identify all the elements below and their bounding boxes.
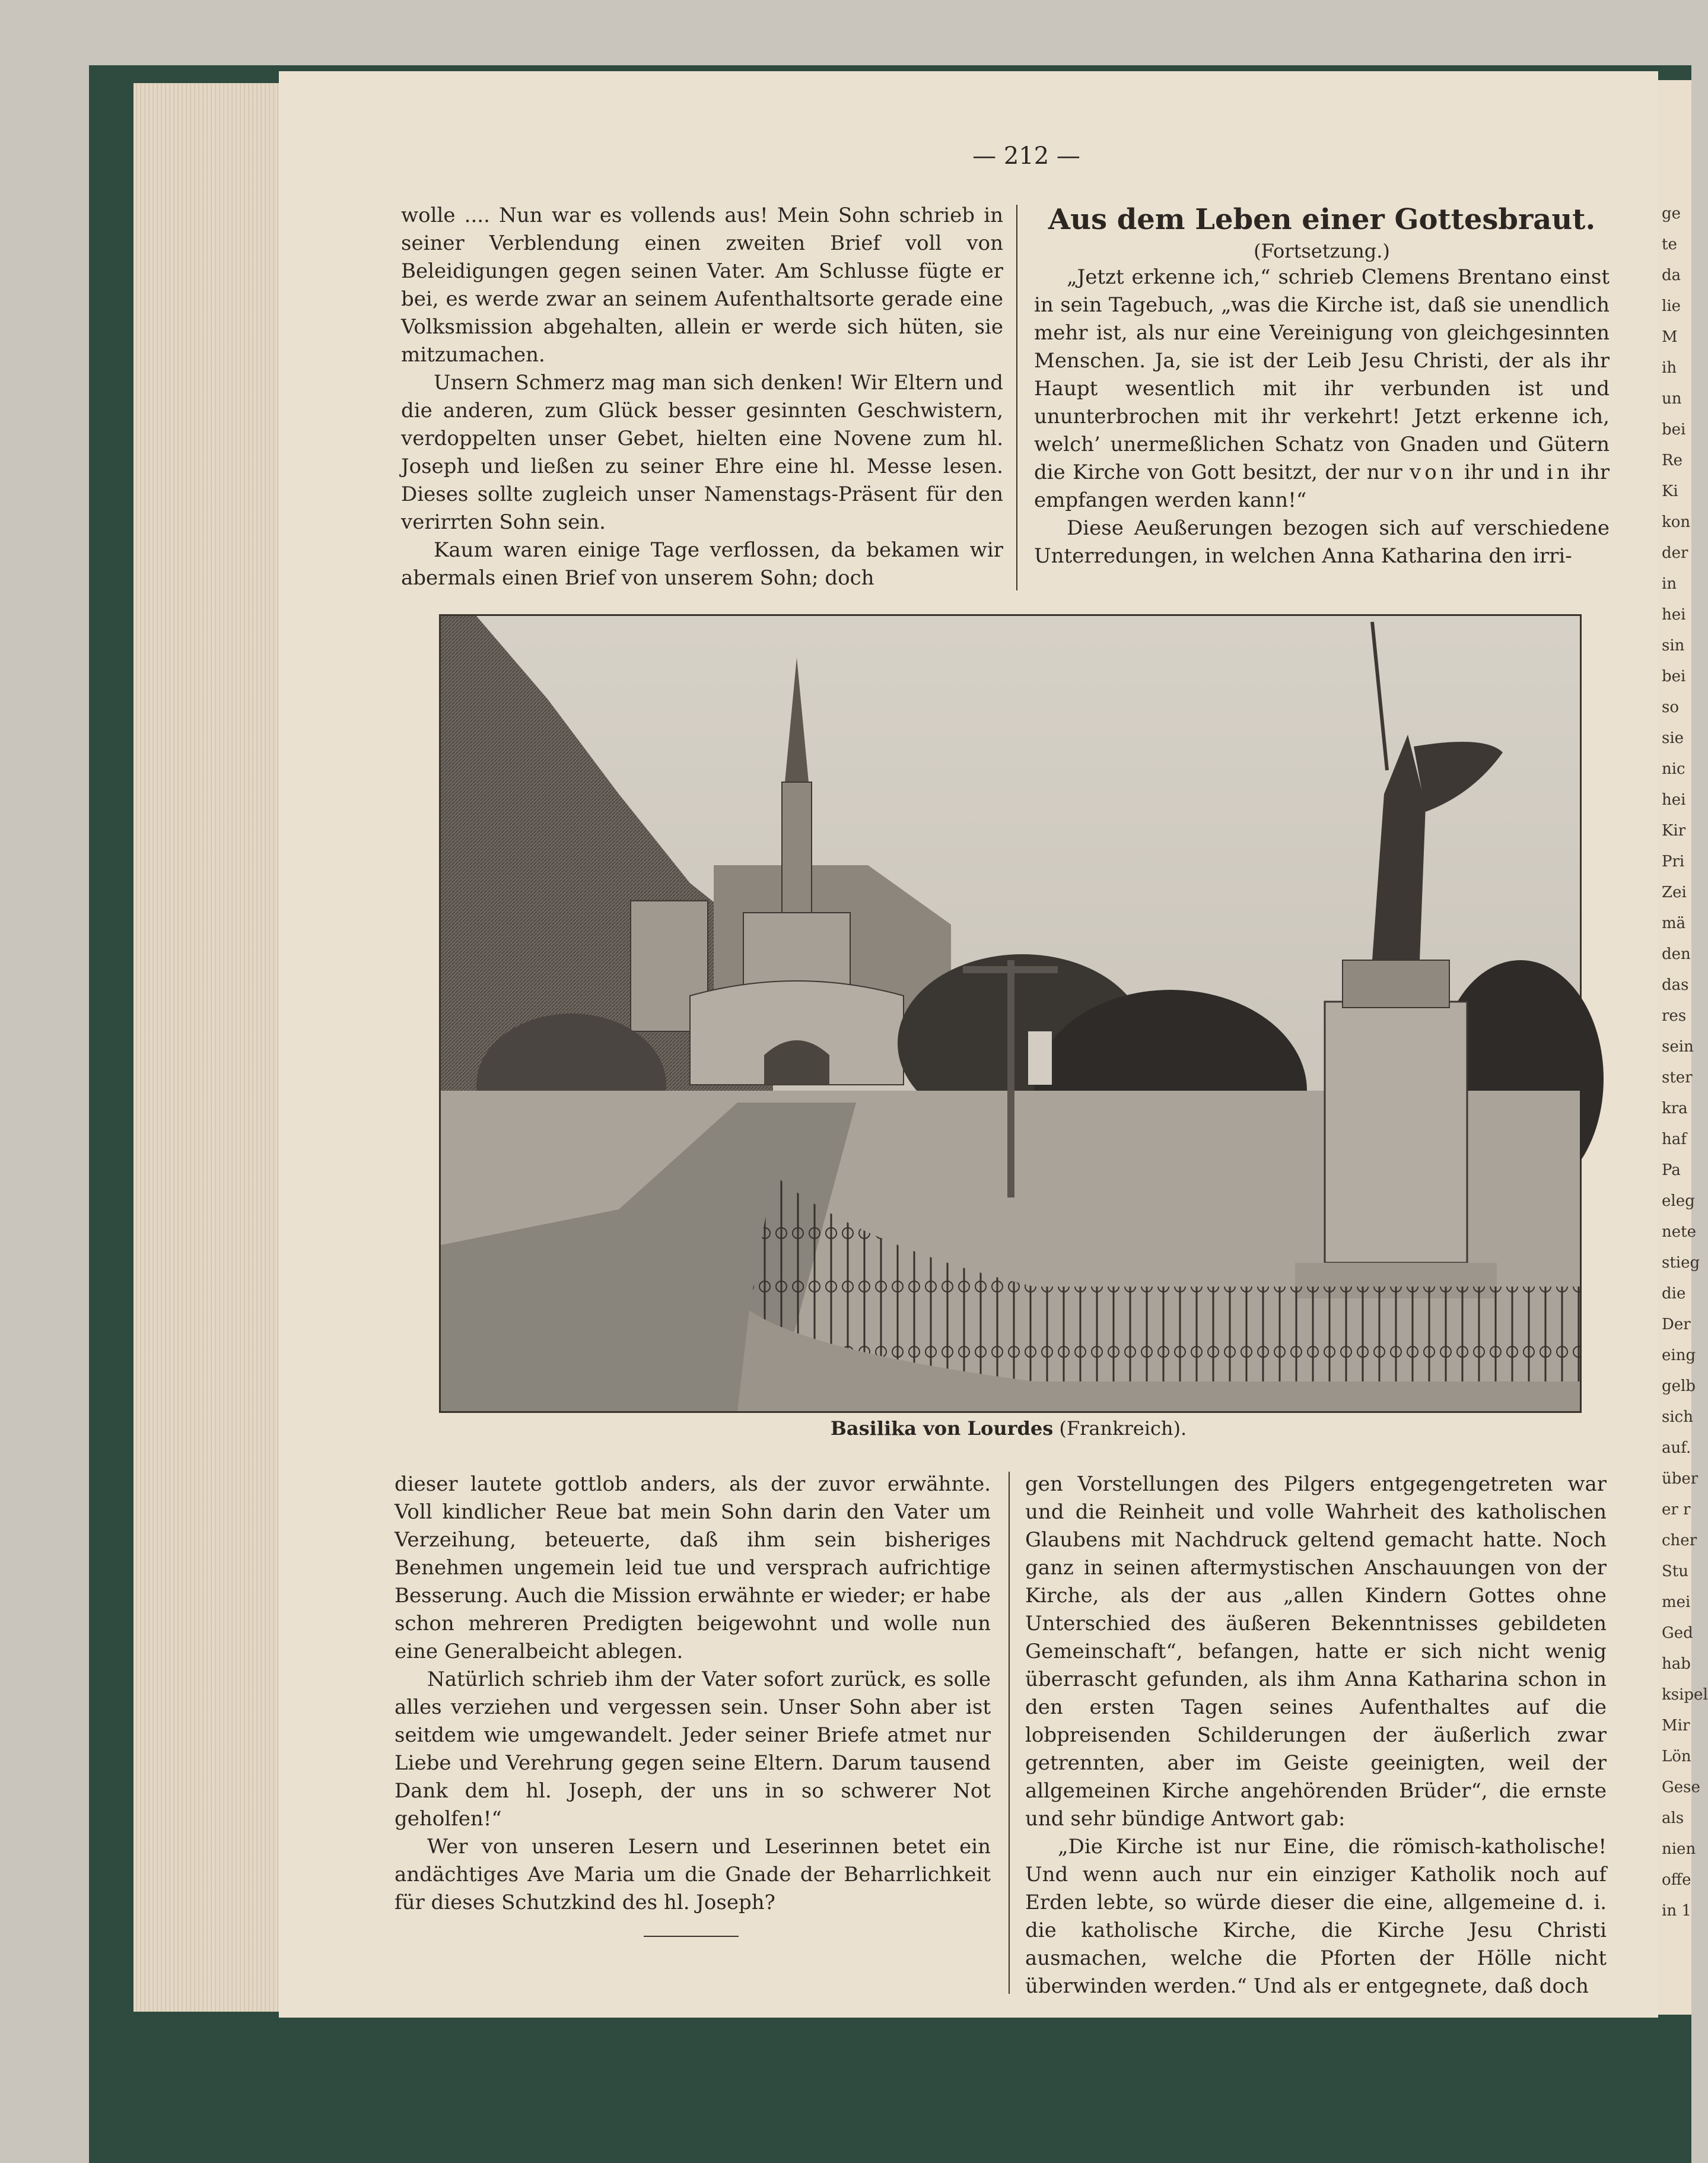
adjacent-fragment: haf: [1662, 1130, 1687, 1148]
adjacent-fragment: der: [1662, 544, 1688, 562]
article-title: Aus dem Leben einer Gottesbraut.: [1048, 203, 1596, 236]
adjacent-fragment: stieg: [1662, 1254, 1700, 1272]
column-left-bottom: [395, 1470, 991, 1917]
adjacent-fragment: über: [1662, 1470, 1699, 1488]
caption-note: (Frankreich).: [1059, 1417, 1187, 1440]
paragraph: dieser lautete gottlob anders, als der zuvor erwähnte. Voll kindlicher Reue bat mein Sohn darin den Vater um Verzeihung, beteuerte, daß ihm sein bisheriges Benehmen ungemein leid tue und versprach aufrichtige Besserung. Auch die Mission erwähnte er wieder; er habe schon mehreren Predigten beigewohnt und wolle nun eine Generalbeicht ablegen.: [395, 1472, 991, 1663]
adjacent-fragment: ge: [1662, 205, 1681, 223]
adjacent-fragment: da: [1662, 266, 1681, 284]
adjacent-fragment: cher: [1662, 1532, 1697, 1549]
adjacent-fragment: gelb: [1662, 1377, 1696, 1395]
article-subtitle: (Fortsetzung.): [1254, 240, 1390, 262]
adjacent-fragment: M: [1662, 328, 1678, 346]
text-run: „Jetzt erkenne ich,“ schrieb Clemens Brentano einst in sein Tagebuch, „was die Kirche ist, daß sie unendlich mehr ist, als nur eine Vereinigung von gleichgesinnten Menschen. Ja, sie ist der Leib Jesu Christi, der als ihr Haupt wesentlich mit ihr verbunden ist und ununterbrochen mit ihr verkehrt! Jetzt erkenne ich, welch’ unermeßlichen Schatz von Gnaden und Gütern die Kirche von Gott besitzt, der nur: [1034, 265, 1610, 484]
adjacent-fragment: sein: [1662, 1038, 1694, 1056]
paragraph: Diese Aeußerungen bezogen sich auf verschiedene Unterredungen, in welchen Anna Katharina den irri-: [1034, 516, 1610, 568]
paragraph: [1034, 263, 1610, 514]
adjacent-fragment: er r: [1662, 1501, 1691, 1519]
adjacent-fragment: nien: [1662, 1840, 1696, 1858]
adjacent-fragment: den: [1662, 945, 1691, 963]
adjacent-fragment: das: [1662, 976, 1689, 994]
column-right-bottom: [1025, 1470, 1607, 2000]
adjacent-fragment: als: [1662, 1809, 1684, 1827]
adjacent-fragment: bei: [1662, 668, 1686, 685]
spaced-word: in: [1546, 460, 1573, 484]
adjacent-fragment: sin: [1662, 637, 1685, 655]
spaced-word: von: [1410, 460, 1457, 484]
adjacent-fragment: auf.: [1662, 1439, 1691, 1457]
adjacent-fragment: hab: [1662, 1655, 1691, 1673]
adjacent-fragment: die: [1662, 1285, 1686, 1303]
adjacent-fragment: Lön: [1662, 1748, 1691, 1765]
page-number: — 212 —: [972, 142, 1080, 170]
adjacent-fragment: in 1: [1662, 1902, 1691, 1920]
adjacent-fragment: in: [1662, 575, 1677, 593]
adjacent-fragment: kra: [1662, 1100, 1688, 1117]
adjacent-fragment: Re: [1662, 452, 1682, 469]
adjacent-fragment: so: [1662, 698, 1679, 716]
adjacent-fragment: Zei: [1662, 884, 1687, 901]
adjacent-fragment: Stu: [1662, 1562, 1689, 1580]
adjacent-fragment: hei: [1662, 791, 1686, 809]
column-divider: [1016, 205, 1017, 590]
adjacent-fragment: lie: [1662, 297, 1681, 315]
adjacent-fragment: Pa: [1662, 1161, 1681, 1179]
adjacent-fragment: bei: [1662, 421, 1686, 439]
adjacent-fragment: ih: [1662, 359, 1677, 377]
adjacent-fragment: sich: [1662, 1408, 1693, 1426]
adjacent-fragment: res: [1662, 1007, 1687, 1025]
paragraph: „Die Kirche ist nur Eine, die römisch-katholische! Und wenn auch nur ein einziger Katholik noch auf Erden lebte, so würde dieser die eine, allgemeine d. i. die katholische Kirche, die Kirche Jesu Christi ausmachen, welche die Pforten der Hölle nicht überwinden werden.“ Und als er entgegnete, daß doch: [1025, 1835, 1607, 1998]
adjacent-fragment: Kir: [1662, 822, 1686, 840]
paragraph: gen Vorstellungen des Pilgers entgegengetreten war und die Reinheit und volle Wahrheit des katholischen Glaubens mit Nachdruck geltend gemacht hatte. Noch ganz in seinen aftermystischen Anschauungen von der Kirche, als der aus „allen Kindern Gottes ohne Unterschied des äußeren Bekenntnisses gebildeten Gemeinschaft“, befangen, hatte er sich nicht wenig überrascht gefunden, als ihm Anna Katharina schon in den ersten Tagen seines Aufenthaltes auf die lobpreisenden Schilderungen der äußerlich zwar getrennten, aber im Geiste geeinigten, weil der allgemeinen Kirche angehörenden Brüder“, die ernste und sehr bündige Antwort gab:: [1025, 1472, 1607, 1831]
adjacent-fragment: nic: [1662, 760, 1685, 778]
adjacent-fragment: sie: [1662, 729, 1684, 747]
adjacent-fragment: te: [1662, 236, 1677, 253]
adjacent-page-strip: [1658, 80, 1708, 2015]
adjacent-fragment: kon: [1662, 513, 1691, 531]
paragraph: Kaum waren einige Tage verflossen, da bekamen wir abermals einen Brief von unserem Sohn; doch: [401, 538, 1003, 590]
engraving-illustration: [441, 616, 1580, 1411]
adjacent-fragment: mei: [1662, 1593, 1691, 1611]
adjacent-fragment: mä: [1662, 914, 1686, 932]
column-left-top: [401, 202, 1003, 592]
adjacent-fragment: ster: [1662, 1069, 1693, 1087]
adjacent-fragment: Pri: [1662, 853, 1685, 871]
text-run: ihr und: [1464, 460, 1540, 484]
adjacent-fragment: hei: [1662, 606, 1686, 624]
adjacent-fragment: eing: [1662, 1346, 1696, 1364]
caption-title: Basilika von Lourdes: [830, 1417, 1054, 1440]
adjacent-fragment: un: [1662, 390, 1682, 408]
adjacent-fragment: Der: [1662, 1316, 1691, 1333]
column-divider: [1009, 1472, 1010, 1994]
column-right-top: [1034, 202, 1610, 570]
adjacent-fragment: nete: [1662, 1223, 1696, 1241]
adjacent-fragment: ksipel: [1662, 1686, 1708, 1704]
adjacent-fragment: Mir: [1662, 1717, 1690, 1735]
photo-basilica-lourdes: [439, 614, 1582, 1413]
adjacent-fragment: Gese: [1662, 1778, 1700, 1796]
section-end-rule: [644, 1936, 739, 1937]
text-run: ihr empfangen werden kann!“: [1034, 460, 1610, 512]
paragraph: Wer von unseren Lesern und Leserinnen betet ein andächtiges Ave Maria um die Gnade der Beharrlichkeit für dieses Schutzkind des hl. Joseph?: [395, 1835, 991, 1914]
adjacent-fragment: Ki: [1662, 482, 1678, 500]
adjacent-fragment: eleg: [1662, 1192, 1695, 1210]
adjacent-fragment: Ged: [1662, 1624, 1693, 1642]
adjacent-fragment: offe: [1662, 1871, 1691, 1889]
paragraph: Unsern Schmerz mag man sich denken! Wir Eltern und die anderen, zum Glück besser gesinnten Geschwistern, verdoppelten unser Gebet, hielten eine Novene zum hl. Joseph und ließen zu seiner Ehre eine hl. Messe lesen. Dieses sollte zugleich unser Namenstags-Präsent für den verirrten Sohn sein.: [401, 371, 1003, 534]
paragraph: Natürlich schrieb ihm der Vater sofort zurück, es solle alles verziehen und vergessen sein. Unser Sohn aber ist seitdem wie umgewandelt. Jeder seiner Briefe atmet nur Liebe und Verehrung gegen seine Eltern. Darum tausend Dank dem hl. Joseph, der uns in so schwerer Not geholfen!“: [395, 1667, 991, 1831]
figure-caption: [439, 1417, 1578, 1440]
paragraph: wolle .... Nun war es vollends aus! Mein Sohn schrieb in seiner Verblendung einen zweiten Brief voll von Beleidigungen gegen seinen Vater. Am Schlusse fügte er bei, es werde zwar an seinem Aufenthaltsorte gerade eine Volksmission abgehalten, allein er werde sich hüten, sie mitzumachen.: [401, 204, 1003, 367]
